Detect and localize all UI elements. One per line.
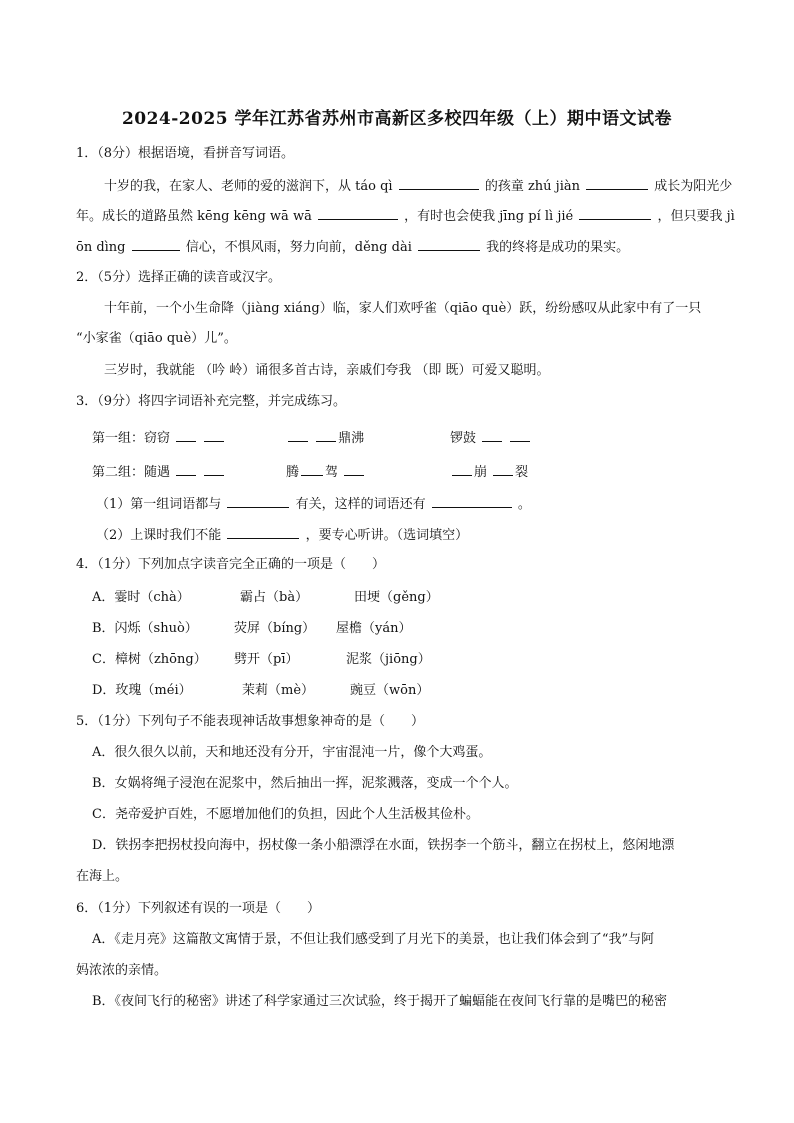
- question-4-heading: 4．（1分）下列加点字读音完全正确的一项是（ ）: [76, 557, 386, 572]
- answer-blank[interactable]: [344, 461, 364, 476]
- question-2-line-2: “小家雀（qiāo què）儿”。: [76, 331, 237, 346]
- answer-blank[interactable]: [176, 427, 196, 442]
- answer-blank[interactable]: [316, 427, 336, 442]
- exam-title: 2024-2025 学年江苏省苏州市高新区多校四年级（上）期中语文试卷: [121, 109, 673, 129]
- question-4-option-a-word-2: 霸占（bà）: [240, 590, 309, 605]
- question-5-option-b[interactable]: B．女娲将绳子浸泡在泥浆中，然后抽出一挥，泥浆溅落，变成一个个人。: [92, 776, 518, 791]
- answer-blank[interactable]: [288, 427, 308, 442]
- question-1-line-3: ōn dìng 信心，不惧风雨，努力向前，děng dài 我的终将是成功的果实。: [76, 236, 629, 258]
- question-4-option-b-word-2: 荧屏（bíng）: [234, 621, 316, 636]
- answer-blank[interactable]: [227, 493, 289, 508]
- question-2-heading: 2．（5分）选择正确的读音或汉字。: [76, 270, 282, 285]
- answer-blank[interactable]: [586, 175, 648, 190]
- question-1-line-1: 十岁的我，在家人、老师的爱的滋润下，从 táo qì 的孩童 zhú jiàn 成长为阳光少: [104, 175, 732, 197]
- word-group-2-right: 崩 裂: [450, 461, 528, 483]
- answer-blank[interactable]: [132, 236, 180, 251]
- question-5-heading: 5．（1分）下列句子不能表现神话故事想象神奇的是（ ）: [76, 714, 425, 729]
- question-4-option-b-word-3: 屋檐（yán）: [336, 621, 412, 636]
- question-4-option-d[interactable]: D．玫瑰（méi）: [92, 683, 192, 698]
- answer-blank[interactable]: [418, 236, 480, 251]
- answer-blank[interactable]: [510, 427, 530, 442]
- question-3-heading: 3．（9分）将四字词语补充完整，并完成练习。: [76, 394, 347, 409]
- word-group-1-right: 锣鼓: [450, 427, 532, 449]
- question-2-line-3: 三岁时，我就能 （吟 岭）诵很多首古诗，亲戚们夸我 （即 既）可爱又聪明。: [104, 363, 550, 378]
- answer-blank[interactable]: [318, 205, 398, 220]
- question-6-option-b[interactable]: B．《夜间飞行的秘密》讲述了科学家通过三次试验，终于揭开了蝙蝠能在夜间飞行靠的是嘴巴的秘密: [92, 994, 668, 1009]
- word-group-2-left: 第二组：随遇: [92, 461, 226, 483]
- answer-blank[interactable]: [452, 461, 472, 476]
- word-group-1-middle: 鼎沸: [286, 427, 364, 449]
- question-1-line-2: 年。成长的道路虽然 kēng kēng wā wā ，有时也会使我 jīng pí lì jié ，但只要我 jì: [76, 205, 735, 227]
- word-group-2-middle: 腾 驾: [286, 461, 366, 483]
- question-4-option-d-word-3: 豌豆（wōn）: [350, 683, 430, 698]
- answer-blank[interactable]: [204, 427, 224, 442]
- answer-blank[interactable]: [493, 461, 513, 476]
- question-4-option-c-word-3: 泥浆（jiōng）: [346, 652, 431, 667]
- answer-blank[interactable]: [399, 175, 479, 190]
- question-3-sub-2: （2）上课时我们不能 ，要专心听讲。（选词填空）: [96, 524, 468, 546]
- answer-blank[interactable]: [579, 205, 651, 220]
- question-6-heading: 6．（1分）下列叙述有误的一项是（ ）: [76, 901, 321, 916]
- answer-blank[interactable]: [432, 493, 512, 508]
- answer-blank[interactable]: [204, 461, 224, 476]
- answer-blank[interactable]: [176, 461, 196, 476]
- question-4-option-c[interactable]: C．樟树（zhōng）: [92, 652, 207, 667]
- answer-blank[interactable]: [482, 427, 502, 442]
- question-3-sub-1: （1）第一组词语都与 有关，这样的词语还有 。: [96, 493, 531, 515]
- question-5-option-c[interactable]: C．尧帝爱护百姓，不愿增加他们的负担，因此个人生活极其俭朴。: [92, 807, 479, 822]
- answer-blank[interactable]: [227, 524, 299, 539]
- question-4-option-d-word-2: 茉莉（mè）: [242, 683, 315, 698]
- question-2-line-1: 十年前，一个小生命降（jiàng xiáng）临，家人们欢呼雀（qiāo què）跃，纷纷感叹从此家中有了一只: [104, 301, 702, 316]
- question-4-option-a-word-3: 田埂（gěng）: [354, 590, 439, 605]
- question-5-option-d[interactable]: D．铁拐李把拐杖投向海中，拐杖像一条小船漂浮在水面，铁拐李一个筋斗，翻立在拐杖上，悠闲地漂: [92, 838, 675, 853]
- question-5-option-d-cont: 在海上。: [76, 869, 129, 884]
- question-4-option-b[interactable]: B．闪烁（shuò）: [92, 621, 198, 636]
- question-5-option-a[interactable]: A．很久很久以前，天和地还没有分开，宇宙混沌一片，像个大鸡蛋。: [92, 745, 492, 760]
- answer-blank[interactable]: [301, 461, 323, 476]
- question-6-option-a[interactable]: A．《走月亮》这篇散文寓情于景，不但让我们感受到了月光下的美景，也让我们体会到了“我”与阿: [92, 932, 655, 947]
- question-1-heading: 1．（8分）根据语境，看拼音写词语。: [76, 146, 295, 161]
- question-4-option-c-word-2: 劈开（pī）: [234, 652, 299, 667]
- question-4-option-a[interactable]: A．霎时（chà）: [92, 590, 190, 605]
- word-group-1-left: 第一组：窃窃: [92, 427, 226, 449]
- question-6-option-a-cont: 妈浓浓的亲情。: [76, 963, 168, 978]
